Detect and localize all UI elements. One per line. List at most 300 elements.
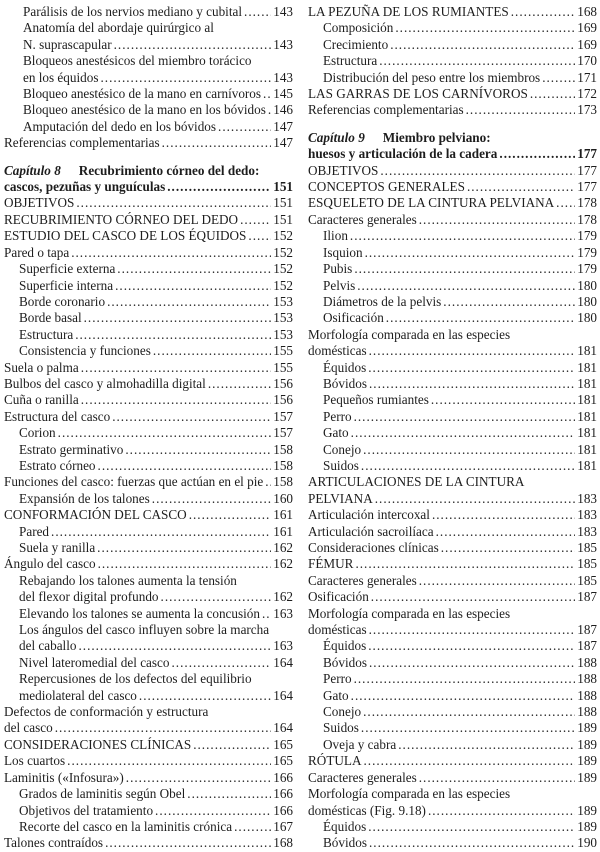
page-number: 158 xyxy=(273,441,293,457)
toc-entry-line xyxy=(323,688,597,704)
page-number: 163 xyxy=(273,605,293,621)
page-number: 166 xyxy=(273,786,293,802)
dot-leader xyxy=(114,37,272,53)
toc-entry-title: domésticas xyxy=(308,343,367,359)
toc-entry-title: Estrato córneo xyxy=(19,457,96,473)
toc-entry-line xyxy=(4,135,293,151)
page-number: 167 xyxy=(273,818,293,834)
toc-entry xyxy=(4,360,293,376)
page-number: 160 xyxy=(273,490,293,506)
toc-entry-title: Elevando los talones se aumenta la concusión xyxy=(19,605,260,621)
toc-entry-title: mediolateral del casco xyxy=(19,687,137,703)
chapter-heading-line xyxy=(4,179,293,195)
page-number: 189 xyxy=(577,818,597,834)
toc-entry-title: Ángulo del casco xyxy=(4,556,96,572)
toc-entry xyxy=(4,86,293,102)
dot-leader xyxy=(369,376,575,392)
page-number: 143 xyxy=(273,36,293,52)
toc-entry-title: ARTICULACIONES DE LA CINTURA xyxy=(308,474,525,490)
dot-leader xyxy=(499,146,575,162)
toc-entry xyxy=(308,163,597,179)
toc-entry-line xyxy=(19,540,293,556)
page-number: 189 xyxy=(577,753,597,769)
dot-leader xyxy=(380,163,575,179)
toc-entry-line xyxy=(19,491,293,507)
dot-leader xyxy=(363,704,575,720)
toc-entry-line xyxy=(19,606,293,622)
dot-leader xyxy=(248,228,271,244)
page-number: 158 xyxy=(273,457,293,473)
toc-entry xyxy=(4,737,293,753)
toc-entry xyxy=(4,53,293,86)
toc-entry-line xyxy=(19,294,293,310)
page-number: 168 xyxy=(273,835,293,851)
page-number: 162 xyxy=(273,589,293,605)
toc-entry-line xyxy=(323,671,597,687)
toc-entry-line xyxy=(19,425,293,441)
dot-leader xyxy=(265,474,271,490)
dot-leader xyxy=(58,425,272,441)
toc-entry-title: Suela y ranilla xyxy=(19,540,96,555)
dot-leader xyxy=(542,70,575,86)
toc-entry xyxy=(4,458,293,474)
toc-entry-line xyxy=(4,556,293,572)
dot-leader xyxy=(117,261,271,277)
page-number: 180 xyxy=(577,293,597,309)
dot-leader xyxy=(395,20,575,36)
toc-entry-line xyxy=(308,163,597,179)
page-number: 180 xyxy=(577,277,597,293)
dot-leader xyxy=(84,310,272,326)
toc-entry-title: Osificación xyxy=(323,310,384,326)
toc-entry-line xyxy=(323,819,597,835)
dot-leader xyxy=(369,622,576,638)
toc-entry-title: Los ángulos del casco influyen sobre la marcha xyxy=(19,622,270,638)
toc-entry-line xyxy=(308,770,597,786)
dot-leader xyxy=(100,70,271,86)
chapter-heading-line xyxy=(308,146,597,162)
toc-entry xyxy=(4,278,293,294)
page-number: 185 xyxy=(577,540,597,555)
toc-entry-line xyxy=(308,573,597,589)
toc-entry-title: domésticas xyxy=(308,622,367,638)
chapter-heading-line xyxy=(308,130,597,146)
toc-entry-title: Estructura xyxy=(323,53,378,69)
page-number: 163 xyxy=(273,638,293,654)
toc-entry-line xyxy=(23,4,293,20)
toc-entry-title: Caracteres generales xyxy=(308,769,417,785)
toc-entry xyxy=(4,507,293,523)
page-number: 189 xyxy=(577,736,597,752)
toc-entry-title: Estrato germinativo xyxy=(19,441,124,457)
page-number: 179 xyxy=(577,261,597,277)
toc-entry-line xyxy=(308,622,597,638)
page-number: 153 xyxy=(273,326,293,342)
chapter-title: cascos, pezuñas y unguículas xyxy=(4,179,166,195)
toc-entry-title: Corion xyxy=(19,425,56,441)
dot-leader xyxy=(354,261,575,277)
toc-entry xyxy=(4,409,293,425)
page-number: 158 xyxy=(273,474,293,490)
toc-entry-title: del flexor digital profundo xyxy=(19,589,159,605)
toc-entry-title: ESQUELETO DE LA CINTURA PELVIANA xyxy=(308,195,555,211)
dot-leader xyxy=(189,507,272,523)
page-number: 155 xyxy=(273,343,293,359)
toc-entry-title: Ilion xyxy=(323,228,348,244)
page-number: 165 xyxy=(273,736,293,752)
page-number: 157 xyxy=(273,425,293,441)
toc-entry xyxy=(308,786,597,819)
toc-entry-line xyxy=(308,753,597,769)
dot-leader xyxy=(193,737,271,753)
chapter-number: Capítulo 8 xyxy=(4,162,61,178)
toc-entry xyxy=(308,606,597,639)
page-number: 189 xyxy=(577,802,597,818)
toc-column-right xyxy=(308,4,597,852)
page-number: 152 xyxy=(273,244,293,260)
toc-entry-line xyxy=(308,507,597,523)
dot-leader xyxy=(107,294,271,310)
page-number: 179 xyxy=(577,228,597,244)
toc-entry-line xyxy=(19,786,293,802)
chapter-heading xyxy=(4,163,293,196)
dot-leader xyxy=(350,228,575,244)
toc-entry-title: Crecimiento xyxy=(323,36,389,52)
toc-entry-line xyxy=(323,737,597,753)
toc-entry-line xyxy=(19,327,293,343)
dot-leader xyxy=(419,212,575,228)
toc-entry xyxy=(308,70,597,86)
toc-entry-title: OBJETIVOS xyxy=(4,195,75,211)
dot-leader xyxy=(153,343,271,359)
toc-entry xyxy=(4,803,293,819)
toc-entry xyxy=(4,622,293,655)
toc-entry-title: OBJETIVOS xyxy=(308,162,379,178)
toc-entry-line xyxy=(19,310,293,326)
page-number: 187 xyxy=(577,622,597,638)
toc-entry-title: Laminitis («Infosura») xyxy=(4,769,124,785)
toc-entry-line xyxy=(4,507,293,523)
toc-entry-title: FÉMUR xyxy=(308,556,354,572)
toc-entry-line xyxy=(323,655,597,671)
toc-entry-title: Los cuartos xyxy=(4,753,66,769)
toc-entry-title: Bloqueo anestésico de la mano en carnívoros xyxy=(23,86,262,102)
page-number: 172 xyxy=(577,86,597,102)
page-number: 181 xyxy=(577,457,597,473)
toc-entry xyxy=(4,4,293,20)
toc-entry-line xyxy=(4,245,293,261)
section-spacer xyxy=(308,119,597,130)
page-number: 151 xyxy=(273,211,293,227)
toc-entry xyxy=(308,573,597,589)
toc-entry xyxy=(308,556,597,572)
toc-entry-title: Osificación xyxy=(308,589,369,605)
toc-entry-title: del caballo xyxy=(19,638,77,654)
toc-entry-title: Isquion xyxy=(323,244,363,260)
toc-entry-title: Caracteres generales xyxy=(308,572,417,588)
page-number: 146 xyxy=(273,102,293,118)
toc-entry xyxy=(4,753,293,769)
dot-leader xyxy=(75,327,271,343)
toc-entry-title: Perro xyxy=(323,408,352,424)
toc-entry-title: Bulbos del casco y almohadilla digital xyxy=(4,375,206,391)
toc-entry-line xyxy=(323,37,597,53)
toc-entry-title: Parálisis de los nervios mediano y cubital xyxy=(23,4,243,19)
page-number: 188 xyxy=(577,704,597,720)
toc-entry-title: CONCEPTOS GENERALES xyxy=(308,179,465,195)
toc-entry-line xyxy=(308,803,597,819)
page-number: 181 xyxy=(577,375,597,391)
toc-entry-title: RÓTULA xyxy=(308,753,362,769)
toc-entry xyxy=(4,119,293,135)
page-number: 188 xyxy=(577,687,597,703)
toc-entry-line xyxy=(323,458,597,474)
toc-entry-line xyxy=(308,491,597,507)
toc-entry-title: Articulación intercoxal xyxy=(308,507,430,523)
toc-entry xyxy=(308,310,597,326)
page-number: 169 xyxy=(577,36,597,52)
page-number: 156 xyxy=(273,375,293,391)
toc-entry-title: Referencias complementarias xyxy=(308,102,464,118)
toc-entry xyxy=(308,638,597,654)
toc-entry xyxy=(4,376,293,392)
page-number: 157 xyxy=(273,408,293,424)
dot-leader xyxy=(234,819,271,835)
toc-entry xyxy=(4,835,293,851)
toc-entry-title: Consistencia y funciones xyxy=(19,343,151,359)
toc-entry-title: Referencias complementarias xyxy=(4,135,160,151)
dot-leader xyxy=(443,294,575,310)
toc-entry-line xyxy=(323,835,597,851)
toc-entry xyxy=(308,245,597,261)
page-number: 162 xyxy=(273,540,293,555)
toc-entry-line xyxy=(323,261,597,277)
page-number: 183 xyxy=(577,490,597,506)
toc-entry-title: Defectos de conformación y estructura xyxy=(4,704,209,720)
toc-entry-line xyxy=(323,53,597,69)
toc-entry xyxy=(308,688,597,704)
toc-entry xyxy=(308,53,597,69)
toc-entry-title: Estructura del casco xyxy=(4,408,111,424)
toc-entry xyxy=(308,671,597,687)
toc-entry-line xyxy=(308,86,597,102)
page-number: 177 xyxy=(577,179,597,195)
dot-leader xyxy=(428,803,575,819)
toc-entry-line xyxy=(323,310,597,326)
dot-leader xyxy=(363,442,575,458)
dot-leader xyxy=(98,556,272,572)
page-number: 180 xyxy=(577,310,597,326)
toc-entry-line xyxy=(308,4,597,20)
toc-entry-line xyxy=(23,86,293,102)
toc-entry-title: ESTUDIO DEL CASCO DE LOS ÉQUIDOS xyxy=(4,228,247,244)
page-number: 161 xyxy=(273,507,293,523)
toc-entry-line xyxy=(23,102,293,118)
section-spacer xyxy=(4,152,293,163)
dot-leader xyxy=(432,507,575,523)
page-number: 166 xyxy=(273,802,293,818)
page-number: 185 xyxy=(577,556,597,572)
dot-leader xyxy=(436,524,576,540)
dot-leader xyxy=(81,360,272,376)
dot-leader xyxy=(240,212,271,228)
toc-entry xyxy=(4,343,293,359)
dot-leader xyxy=(390,37,575,53)
dot-leader xyxy=(208,376,271,392)
toc-entry-title: Oveja y cabra xyxy=(323,736,397,752)
toc-entry xyxy=(4,310,293,326)
toc-entry-title: Talones contraídos xyxy=(4,835,104,851)
chapter-heading-line xyxy=(4,163,293,179)
dot-leader xyxy=(162,135,272,151)
toc-entry-line xyxy=(308,212,597,228)
dot-leader xyxy=(369,835,575,851)
dot-leader xyxy=(363,753,575,769)
toc-entry-title: Conejo xyxy=(323,704,362,720)
toc-entry-title: Équidos xyxy=(323,359,367,375)
dot-leader xyxy=(419,770,575,786)
dot-leader xyxy=(371,589,575,605)
page-number: 143 xyxy=(273,69,293,85)
page-number: 181 xyxy=(577,392,597,408)
toc-entry xyxy=(4,392,293,408)
toc-entry xyxy=(4,704,293,737)
dot-leader xyxy=(530,86,575,102)
toc-entry xyxy=(308,20,597,36)
toc-entry xyxy=(308,86,597,102)
toc-entry-line xyxy=(4,392,293,408)
dot-leader xyxy=(55,720,272,736)
page-number: 187 xyxy=(577,589,597,605)
page-number: 171 xyxy=(577,69,597,85)
page-number: 188 xyxy=(577,671,597,687)
toc-entry-title: Perro xyxy=(323,671,352,687)
dot-leader xyxy=(76,195,271,211)
dot-leader xyxy=(244,4,271,20)
toc-entry-title: Pelvis xyxy=(323,277,356,293)
toc-entry xyxy=(308,195,597,211)
toc-entry xyxy=(4,261,293,277)
toc-entry-title: Composición xyxy=(323,20,394,36)
dot-leader xyxy=(115,278,271,294)
toc-entry xyxy=(308,753,597,769)
page-number: 165 xyxy=(273,753,293,769)
chapter-title: Recubrimiento córneo del dedo: xyxy=(78,162,260,178)
toc-entry-title: Consideraciones clínicas xyxy=(308,540,439,555)
toc-entry-title: LAS GARRAS DE LOS CARNÍVOROS xyxy=(308,86,528,102)
toc-entry-line xyxy=(308,589,597,605)
toc-entry-line xyxy=(4,195,293,211)
toc-entry-title: Grados de laminitis según Obel xyxy=(19,786,186,802)
toc-entry-title: Rebajando los talones aumenta la tensión xyxy=(19,572,237,588)
toc-entry xyxy=(308,294,597,310)
toc-entry-title: Estructura xyxy=(19,326,74,342)
toc-entry xyxy=(308,737,597,753)
toc-entry-title: Anatomía del abordaje quirúrgico al xyxy=(23,20,214,36)
chapter-number: Capítulo 9 xyxy=(308,129,365,145)
page-number: 156 xyxy=(273,392,293,408)
toc-entry xyxy=(4,327,293,343)
toc-entry xyxy=(308,770,597,786)
toc-entry-title: Gato xyxy=(323,425,349,441)
toc-entry-title: Superficie externa xyxy=(19,261,116,277)
page-number: 189 xyxy=(577,720,597,736)
toc-entry-line xyxy=(4,376,293,392)
toc-entry-title: Pubis xyxy=(323,261,353,277)
page-number: 183 xyxy=(577,523,597,539)
page-number: 173 xyxy=(577,102,597,118)
toc-entry-title: Gato xyxy=(323,687,349,703)
toc-entry-line xyxy=(19,688,293,704)
dot-leader xyxy=(369,343,576,359)
dot-leader xyxy=(368,819,575,835)
page-number: 153 xyxy=(273,310,293,326)
page-number: 155 xyxy=(273,359,293,375)
dot-leader xyxy=(71,245,271,261)
dot-leader xyxy=(379,53,575,69)
toc-entry-line xyxy=(19,819,293,835)
toc-entry xyxy=(308,507,597,523)
dot-leader xyxy=(368,638,575,654)
toc-entry-line xyxy=(4,770,293,786)
dot-leader xyxy=(419,573,575,589)
toc-entry xyxy=(4,20,293,53)
toc-entry-title: Bóvidos xyxy=(323,654,367,670)
toc-column-left xyxy=(4,4,293,852)
toc-entry-line xyxy=(323,425,597,441)
page-number: 162 xyxy=(273,556,293,572)
toc-entry-line xyxy=(19,524,293,540)
toc-entry xyxy=(308,589,597,605)
page-number: 164 xyxy=(273,720,293,736)
toc-entry xyxy=(308,425,597,441)
toc-entry-title: Bloqueos anestésicos del miembro torácico xyxy=(23,53,252,69)
toc-entry-line xyxy=(308,524,597,540)
toc-entry-title: del casco xyxy=(4,720,53,736)
dot-leader xyxy=(351,425,576,441)
toc-entry-line xyxy=(323,20,597,36)
page-number: 152 xyxy=(273,277,293,293)
toc-entry xyxy=(308,37,597,53)
dot-leader xyxy=(125,442,271,458)
toc-entry xyxy=(4,540,293,556)
dot-leader xyxy=(126,770,271,786)
dot-leader xyxy=(365,245,576,261)
dot-leader xyxy=(218,119,271,135)
toc-entry-title: Morfología comparada en las especies xyxy=(308,326,511,342)
toc-entry-title: Pared xyxy=(19,523,50,539)
page-number: 188 xyxy=(577,654,597,670)
page-number: 164 xyxy=(273,687,293,703)
toc-entry xyxy=(308,179,597,195)
toc-entry-title: Borde coronario xyxy=(19,293,106,309)
dot-leader xyxy=(98,458,272,474)
toc-entry-title: Caracteres generales xyxy=(308,211,417,227)
toc-entry-line xyxy=(323,228,597,244)
toc-entry-title: N. suprascapular xyxy=(23,36,112,52)
toc-entry-title: Morfología comparada en las especies xyxy=(308,786,511,802)
toc-entry-line xyxy=(323,392,597,408)
toc-entry xyxy=(308,819,597,835)
page-number: 170 xyxy=(577,53,597,69)
toc-entry xyxy=(308,835,597,851)
page-number: 190 xyxy=(577,835,597,851)
toc-entry-title: en los équidos xyxy=(23,69,99,85)
toc-entry-title: Articulación sacroilíaca xyxy=(308,523,434,539)
page-number: 181 xyxy=(577,425,597,441)
toc-entry xyxy=(4,573,293,606)
page-number: 178 xyxy=(577,211,597,227)
